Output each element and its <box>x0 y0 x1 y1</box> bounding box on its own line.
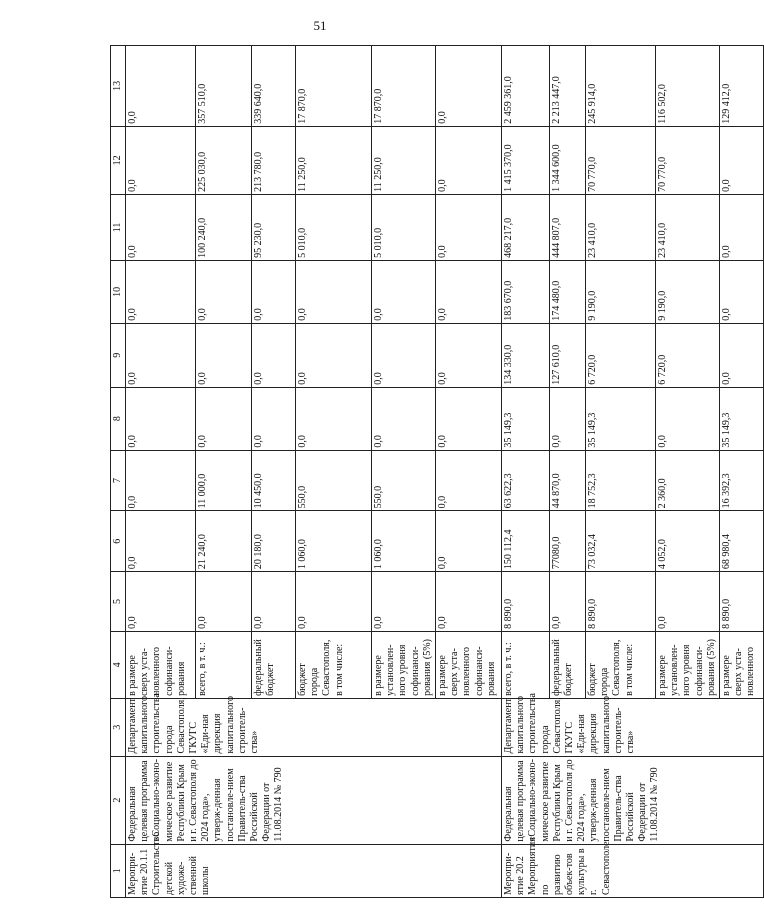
amount-cell: 35 149,3 <box>586 387 656 450</box>
amount-cell: 70 770,0 <box>656 126 720 194</box>
column-header: 12 <box>111 126 126 194</box>
amount-cell: 0,0 <box>720 323 764 387</box>
amount-cell: 77080,0 <box>550 511 586 572</box>
amount-cell: 0,0 <box>252 387 296 450</box>
measure-name-cell: Меропри-ятие 20.2 Мероприятия по развитию объек-тов культуры в г. Севастополе <box>502 844 764 897</box>
amount-cell: 35 149,3 <box>502 387 550 450</box>
amount-cell: 0,0 <box>126 126 196 194</box>
column-header: 9 <box>111 323 126 387</box>
amount-cell: 245 914,0 <box>586 46 656 127</box>
column-header: 7 <box>111 450 126 511</box>
amount-cell: 0,0 <box>126 450 196 511</box>
amount-cell: 0,0 <box>436 387 502 450</box>
amount-cell: 183 670,0 <box>502 260 550 323</box>
amount-cell: 550,0 <box>372 450 436 511</box>
funding-source-cell: всего, в т. ч.: <box>502 631 550 698</box>
column-header: 8 <box>111 387 126 450</box>
header-row <box>111 46 126 898</box>
amount-cell: 0,0 <box>126 46 196 127</box>
funding-source-cell: федеральный бюджет <box>252 631 296 698</box>
amount-cell: 5 010,0 <box>372 194 436 260</box>
amount-cell: 225 030,0 <box>196 126 252 194</box>
amount-cell: 0,0 <box>436 126 502 194</box>
budget-table <box>110 45 764 898</box>
amount-cell: 134 330,0 <box>502 323 550 387</box>
table-row <box>126 46 196 898</box>
amount-cell: 0,0 <box>126 511 196 572</box>
amount-cell: 0,0 <box>296 260 372 323</box>
amount-cell: 0,0 <box>720 260 764 323</box>
column-header: 10 <box>111 260 126 323</box>
amount-cell: 0,0 <box>126 260 196 323</box>
amount-cell: 0,0 <box>196 260 252 323</box>
amount-cell: 0,0 <box>436 194 502 260</box>
amount-cell: 1 344 600,0 <box>550 126 586 194</box>
amount-cell: 0,0 <box>296 572 372 632</box>
amount-cell: 1 060,0 <box>372 511 436 572</box>
column-header: 5 <box>111 572 126 632</box>
amount-cell: 8 890,0 <box>586 572 656 632</box>
amount-cell: 21 240,0 <box>196 511 252 572</box>
amount-cell: 17 870,0 <box>296 46 372 127</box>
amount-cell: 35 149,3 <box>720 387 764 450</box>
funding-source-cell: в размере сверх уста-новленного <box>720 631 764 698</box>
amount-cell: 63 622,3 <box>502 450 550 511</box>
column-header: 1 <box>111 844 126 897</box>
amount-cell: 0,0 <box>126 323 196 387</box>
column-header: 13 <box>111 46 126 127</box>
amount-cell: 0,0 <box>720 126 764 194</box>
amount-cell: 70 770,0 <box>586 126 656 194</box>
amount-cell: 0,0 <box>196 572 252 632</box>
amount-cell: 8 890,0 <box>502 572 550 632</box>
column-header: 4 <box>111 631 126 698</box>
page-number: 51 <box>313 18 327 33</box>
amount-cell: 0,0 <box>126 387 196 450</box>
amount-cell: 150 112,4 <box>502 511 550 572</box>
amount-cell: 2 459 361,0 <box>502 46 550 127</box>
amount-cell: 6 720,0 <box>586 323 656 387</box>
amount-cell: 0,0 <box>656 387 720 450</box>
amount-cell: 1 060,0 <box>296 511 372 572</box>
amount-cell: 0,0 <box>372 260 436 323</box>
amount-cell: 0,0 <box>550 572 586 632</box>
amount-cell: 44 870,0 <box>550 450 586 511</box>
program-cell: Федеральная целевая программа «Социально-эконо-мическое развитие Республики Крым и г. Севастополя до 2024 года», утверж-денная постановле-нием Правитель-ства Российской Федерации от 11.08.2014 № 790 <box>126 756 502 844</box>
executor-cell: Департамент капитального строительства города Севастополя, ГКУГС «Еди-ная дирекция капитального строитель-ства» <box>502 698 764 756</box>
funding-source-cell: бюджет города Севастополя, в том числе: <box>296 631 372 698</box>
amount-cell: 0,0 <box>436 572 502 632</box>
amount-cell: 0,0 <box>656 572 720 632</box>
amount-cell: 0,0 <box>436 450 502 511</box>
amount-cell: 213 780,0 <box>252 126 296 194</box>
amount-cell: 0,0 <box>436 46 502 127</box>
amount-cell: 6 720,0 <box>656 323 720 387</box>
funding-source-cell: в размере установлен-ного уровня софинанси-рования (5%) <box>372 631 436 698</box>
amount-cell: 0,0 <box>126 572 196 632</box>
amount-cell: 0,0 <box>436 323 502 387</box>
amount-cell: 357 510,0 <box>196 46 252 127</box>
amount-cell: 2 213 447,0 <box>550 46 586 127</box>
amount-cell: 0,0 <box>436 511 502 572</box>
amount-cell: 11 000,0 <box>196 450 252 511</box>
amount-cell: 0,0 <box>196 387 252 450</box>
program-cell: Федеральная целевая программа «Социально-эконо-мическое развитие Республики Крым и г. Севастополя до 2024 года», утверж-денная постановле-нием Правитель-ства Российской Федерации от 11.08.2014 № 790 <box>502 756 764 844</box>
amount-cell: 0,0 <box>252 260 296 323</box>
amount-cell: 0,0 <box>126 194 196 260</box>
amount-cell: 129 412,0 <box>720 46 764 127</box>
amount-cell: 20 180,0 <box>252 511 296 572</box>
amount-cell: 18 752,3 <box>586 450 656 511</box>
column-header: 6 <box>111 511 126 572</box>
amount-cell: 468 217,0 <box>502 194 550 260</box>
amount-cell: 2 360,0 <box>656 450 720 511</box>
amount-cell: 73 032,4 <box>586 511 656 572</box>
amount-cell: 0,0 <box>720 194 764 260</box>
amount-cell: 127 610,0 <box>550 323 586 387</box>
amount-cell: 0,0 <box>252 572 296 632</box>
amount-cell: 9 190,0 <box>656 260 720 323</box>
funding-source-cell: в размере установлен-ного уровня софинанси-рования (5%) <box>656 631 720 698</box>
funding-source-cell: федеральный бюджет <box>550 631 586 698</box>
amount-cell: 100 240,0 <box>196 194 252 260</box>
funding-source-cell: в размере сверх уста-новленного софинанси-рования <box>126 631 196 698</box>
amount-cell: 23 410,0 <box>656 194 720 260</box>
measure-name-cell: Меропри-ятие 20.1.1 Строительство детской художе-ственной школы <box>126 844 502 897</box>
amount-cell: 8 890,0 <box>720 572 764 632</box>
amount-cell: 0,0 <box>296 387 372 450</box>
table-body <box>111 46 764 898</box>
amount-cell: 0,0 <box>196 323 252 387</box>
amount-cell: 0,0 <box>296 323 372 387</box>
amount-cell: 0,0 <box>372 387 436 450</box>
amount-cell: 0,0 <box>372 572 436 632</box>
amount-cell: 0,0 <box>550 387 586 450</box>
amount-cell: 95 230,0 <box>252 194 296 260</box>
amount-cell: 0,0 <box>252 323 296 387</box>
amount-cell: 174 480,0 <box>550 260 586 323</box>
column-header: 2 <box>111 756 126 844</box>
column-header: 3 <box>111 698 126 756</box>
funding-source-cell: бюджет города Севастополя, в том числе: <box>586 631 656 698</box>
amount-cell: 68 980,4 <box>720 511 764 572</box>
amount-cell: 1 415 370,0 <box>502 126 550 194</box>
amount-cell: 4 052,0 <box>656 511 720 572</box>
funding-source-cell: в размере сверх уста-новленного софинанси-рования <box>436 631 502 698</box>
amount-cell: 444 807,0 <box>550 194 586 260</box>
amount-cell: 116 502,0 <box>656 46 720 127</box>
column-header: 11 <box>111 194 126 260</box>
amount-cell: 550,0 <box>296 450 372 511</box>
table-row <box>502 46 550 898</box>
amount-cell: 11 250,0 <box>372 126 436 194</box>
amount-cell: 11 250,0 <box>296 126 372 194</box>
amount-cell: 339 640,0 <box>252 46 296 127</box>
amount-cell: 16 392,3 <box>720 450 764 511</box>
rotated-table-page <box>110 45 757 898</box>
executor-cell: Департамент капитального строительства города Севастополя, ГКУГС «Еди-ная дирекция капитального строитель-ства» <box>126 698 502 756</box>
amount-cell: 23 410,0 <box>586 194 656 260</box>
funding-source-cell: всего, в т. ч.: <box>196 631 252 698</box>
amount-cell: 0,0 <box>372 323 436 387</box>
amount-cell: 5 010,0 <box>296 194 372 260</box>
amount-cell: 17 870,0 <box>372 46 436 127</box>
amount-cell: 9 190,0 <box>586 260 656 323</box>
amount-cell: 0,0 <box>436 260 502 323</box>
amount-cell: 10 450,0 <box>252 450 296 511</box>
